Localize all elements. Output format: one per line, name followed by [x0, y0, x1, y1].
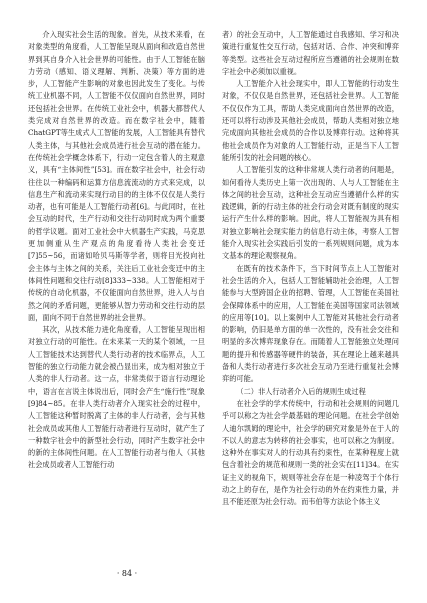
body-paragraph: 者）的社会互动中，人工智能通过自我感知、学习和决策进行重复性交互行动，包括对话、合作、冲突和博弈等类型。这些社会互动过程所应当遵循的社会规则在数字社会中必须加以重视。	[222, 30, 399, 76]
left-column	[28, 29, 205, 472]
body-paragraph: 在社会学的学术传统中，行动和社会规则的问题几乎可以称之为社会学最基础的理论问题。在社会学创始人迪尔凯姆的理论中，社会学的研究对象是外在于人的不以人的意志为转移的社会事实，也可以称之为制度。这种外在事实对人的行动具有约束性，在某种程度上就包含着社会的规范和规则一类的社会实在[11]34。在实证主义的视角下，规则等社会存在是一种凌驾于个体行动之上的存在，是作为社会行动的外在约束性力量，并且不能还原为社会行动。而韦伯等方法论个体主义	[222, 398, 399, 507]
body-paragraph: 人工智能介入社会现实中，即人工智能的行动发生对象，不仅仅是自然世界，还包括社会世界。人工智能不仅仅作为工具，帮助人类完成面向自然世界的改造，还可以将行动涉及其他社会成员，帮助人类相对独立地完成面向其他社会成员的合作以及博弈行动。这种将其他社会成员作为对象的人工智能行动，正是当下人工智能所引发的社会问题的核心。	[222, 79, 399, 162]
body-paragraph: 在既有的技术条件下，当下时间节点上人工智能对社会生活的介入，包括人工智能辅助社会治理，人工智能参与大型跨国企业的招聘、管理，人工智能在美国社会保障体系中的应用，人工智能在美国等国家司法领域的应用等[10]。以上案例中人工智能对其他社会行动者的影响，仍旧是单方面的单一次性的，没有社会交往和明显的多次博弈现象存在。而随着人工智能独立处理问题的提升和传感器等硬件的装备，其在理论上越来越具备和人类行动者进行多次社会互动乃至进行重复社会博弈的可能。	[222, 263, 399, 384]
right-column	[222, 29, 399, 509]
body-paragraph: 其次，从技术能力进化角度看，人工智能呈现出相对独立行动的可能性。在未来某一天的某个领域，一旦人工智能技术达到替代人类行动者的技术临界点，人工智能的独立行动能力就会被凸显出来，成为相对独立于人类的非人行动者。这一点，非常类似于语言行动理论中，语言在言说主体说出后，同时会产生“施行性”现象[9]84~85。在非人类行动者介入现实社会的过程中，人工智能这种暂时脱离了主体的非人行动者，会与其他社会成员或其他人工智能行动者进行互动时，就产生了一种数字社会中的新型社会行动，同时产生数字社会中的新的主体间性问题。在人工智能行动者与他人（其他社会成员或者人工智能行动	[28, 325, 205, 470]
page-number: · 84 ·	[116, 569, 138, 578]
body-paragraph: 介入现实社会生活的现象。首先，从技术来看，在对象类型的角度看，人工智能呈现从面向和改造自然世界到其自身介入社会世界的可能性。由于人工智能在脑力劳动（感知、语义理解、判断、决策）等方面的进步，人工智能产生影响的对象也因此发生了变化。与传统工业机器不同，人工智能不仅仅面向自然世界，同时还包括社会世界。在传统工业社会中，机器大都替代人类完成对自然世界的改造。而在数字社会中，随着ChatGPT等生成式人工智能的发展，人工智能具有替代人类主体，与其他社会成员进行社会互动的潜在能力。在传统社会学概念体系下，行动一定包含着人的主观意义，具有“主体间性”[53]。而在数字社会中，社会行动往往以一种编码和运算方信息流流动的方式来完成，以信息生产和流动来实现行动目的的主体不仅仅是人类行动者，也有可能是人工智能行动者[6]。与此同时，在社会互动的时代，生产行动和交往行动同时成为两个重要的哲学议题。面对工业社会中大机器生产实践，马克思更加侧重从生产观点的角度看待人类社会变迁[7]55~56，而诸如哈贝马斯等学者，则将目光投向社会主体与主体之间的关系，关注后工业社会变迁中的主体间性问题和交往行动[8]333~338。人工智能相对于传统的自动化机器，不仅能面向自然世界，进入人与自然之间的矛盾问题，更能够从智力劳动和交往行动的层面，面向不同于自然世界的社会世界。	[28, 30, 205, 322]
body-paragraph: 人工智能引发的这种非常规人类行动者的问题是，如何看待人类历史上第一次出现的、人与人工智能在主体之间的社会互动，这种社会互动应当遵循什么样的实践逻辑，新的行动主体的社会行动会对既有制度的现实运行产生什么样的影响。因此，将人工智能视为具有相对独立影响社会现实能力的信息行动主体，考察人工智能介入现实社会实践后引发的一系列规则问题，成为本文基本的理论观察视角。	[222, 165, 399, 261]
section-heading: （二）非人行动者介入后的规则生成过程	[236, 386, 366, 396]
